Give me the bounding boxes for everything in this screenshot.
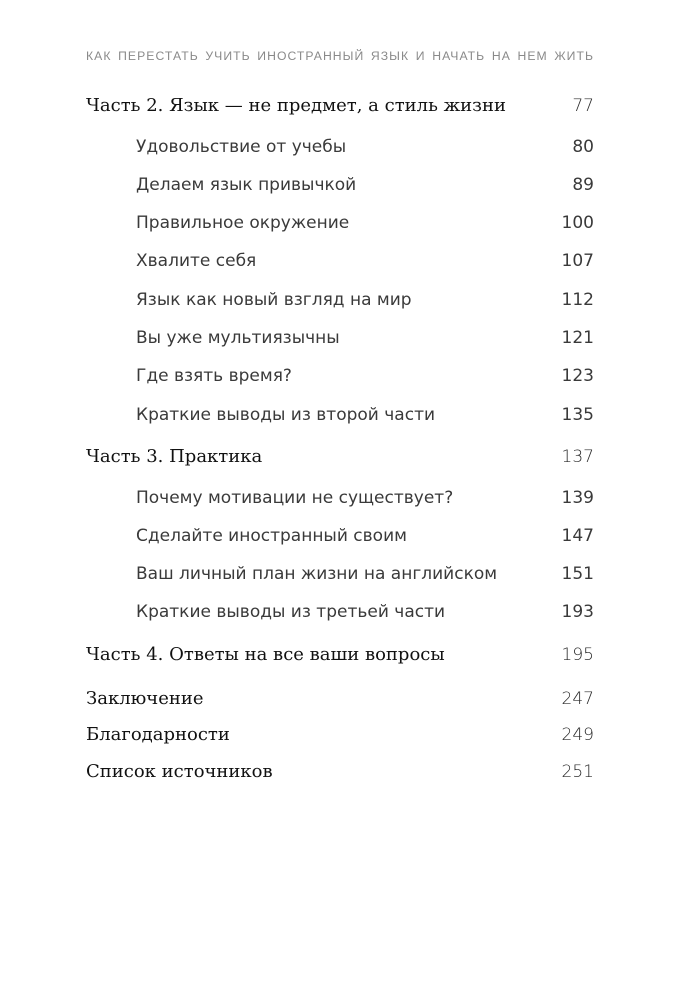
toc-entry-title: Правильное окружение — [136, 213, 350, 233]
toc-entry-page: 135 — [561, 405, 594, 425]
toc-entry-part-4[interactable] — [0, 640, 676, 670]
toc-entry-part-3[interactable] — [0, 442, 676, 472]
toc-entry-chapter[interactable] — [0, 483, 676, 513]
toc-entry-page: 247 — [561, 689, 594, 709]
toc-entry-chapter[interactable] — [0, 559, 676, 589]
toc-entry-title: Удовольствие от учебы — [136, 137, 347, 157]
toc-entry-page: 80 — [572, 137, 594, 157]
toc-entry-page: 137 — [561, 447, 594, 467]
running-header: КАК ПЕРЕСТАТЬ УЧИТЬ ИНОСТРАННЫЙ ЯЗЫК И НАЧАТЬ НА НЕМ ЖИТЬ — [86, 49, 594, 63]
toc-entry-chapter[interactable] — [0, 285, 676, 315]
toc-entry-page: 151 — [561, 564, 594, 584]
toc-entry-title: Краткие выводы из третьей части — [136, 602, 446, 622]
toc-entry-page: 195 — [561, 645, 594, 665]
toc-entry-page: 77 — [572, 96, 594, 116]
toc-entry-title: Делаем язык привычкой — [136, 175, 357, 195]
toc-entry-chapter[interactable] — [0, 400, 676, 430]
toc-entry-page: 251 — [561, 762, 594, 782]
toc-entry-page: 89 — [572, 175, 594, 195]
toc-entry-title: Вы уже мультиязычны — [136, 328, 340, 348]
toc-entry-conclusion[interactable] — [0, 684, 676, 714]
toc-entry-title: Почему мотивации не существует? — [136, 488, 454, 508]
toc-entry-chapter[interactable] — [0, 208, 676, 238]
toc-entry-chapter[interactable] — [0, 170, 676, 200]
toc-entry-part-2[interactable] — [0, 91, 676, 121]
toc-entry-page: 123 — [561, 366, 594, 386]
toc-entry-acknowledgements[interactable] — [0, 720, 676, 750]
toc-entry-page: 139 — [561, 488, 594, 508]
toc-entry-page: 107 — [561, 251, 594, 271]
toc-entry-title: Где взять время? — [136, 366, 292, 386]
toc-entry-chapter[interactable] — [0, 323, 676, 353]
toc-entry-title: Язык как новый взгляд на мир — [136, 290, 412, 310]
toc-entry-chapter[interactable] — [0, 521, 676, 551]
toc-entry-title: Сделайте иностранный своим — [136, 526, 407, 546]
toc-entry-chapter[interactable] — [0, 132, 676, 162]
toc-entry-title: Заключение — [86, 688, 204, 709]
toc-entry-title: Список источников — [86, 761, 273, 782]
toc-entry-title: Часть 2. Язык — не предмет, а стиль жизни — [86, 95, 506, 116]
toc-entry-chapter[interactable] — [0, 361, 676, 391]
toc-entry-title: Благодарности — [86, 724, 230, 745]
toc-entry-chapter[interactable] — [0, 246, 676, 276]
toc-entry-chapter[interactable] — [0, 597, 676, 627]
toc-entry-page: 193 — [561, 602, 594, 622]
toc-entry-title: Ваш личный план жизни на английском — [136, 564, 498, 584]
toc-entry-title: Часть 4. Ответы на все ваши вопросы — [86, 644, 445, 665]
toc-entry-page: 147 — [561, 526, 594, 546]
toc-entry-title: Хвалите себя — [136, 251, 257, 271]
toc-entry-page: 121 — [561, 328, 594, 348]
toc-entry-references[interactable] — [0, 757, 676, 787]
toc-entry-page: 100 — [561, 213, 594, 233]
toc-entry-title: Часть 3. Практика — [86, 446, 263, 467]
toc-entry-page: 112 — [561, 290, 594, 310]
toc-entry-page: 249 — [561, 725, 594, 745]
toc-entry-title: Краткие выводы из второй части — [136, 405, 436, 425]
